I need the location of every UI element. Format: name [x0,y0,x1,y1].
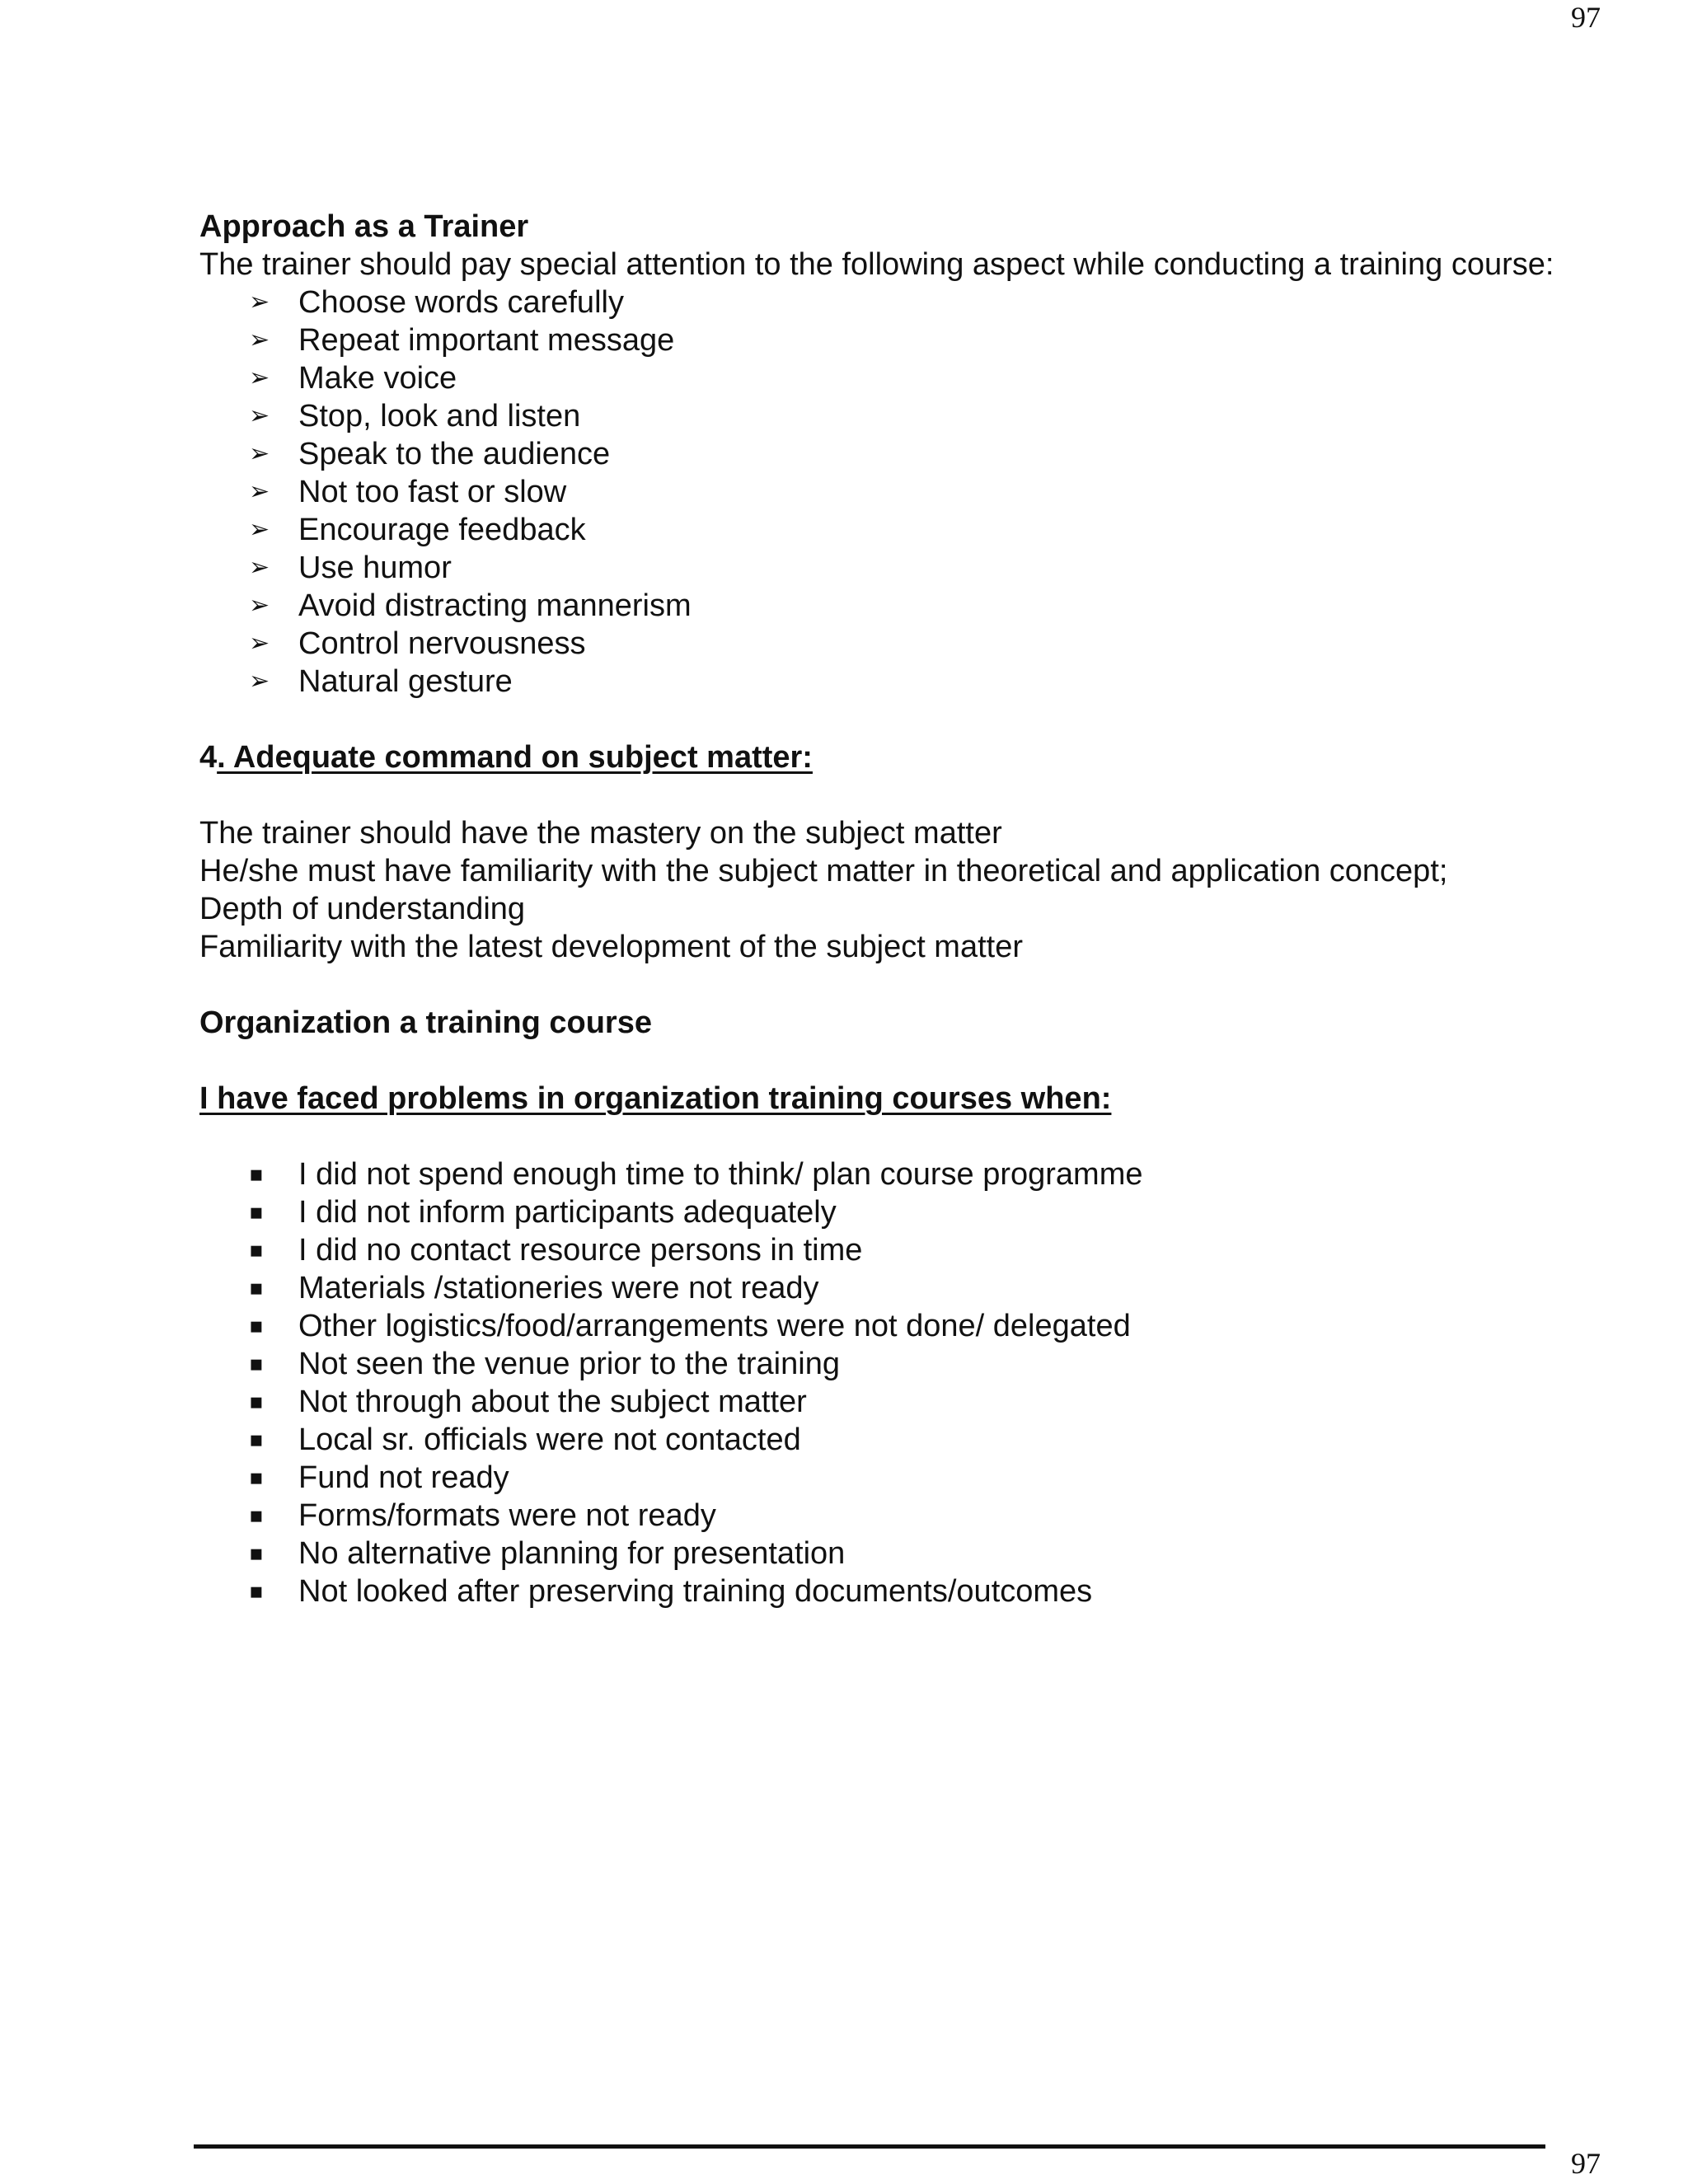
square-bullet-icon: ▪ [249,1503,264,1528]
arrow-bullet-icon: ➢ [249,401,270,430]
list-item: ➢ Not too fast or slow [249,475,567,509]
approach-list [199,284,1584,701]
square-bullet-icon: ▪ [249,1465,264,1490]
command-line: The trainer should have the mastery on the subject matter [199,816,1002,851]
square-bullet-icon: ▪ [249,1162,264,1187]
list-item: ➢ Avoid distracting mannerism [249,588,692,623]
list-item: ▪ No alternative planning for presentation [249,1536,846,1571]
square-bullet-icon: ▪ [249,1314,264,1338]
document-body [199,208,1584,1610]
section-heading-command [199,738,1584,776]
list-item: ➢ Make voice [249,361,457,396]
section-heading-command-text: . Adequate command on subject matter: [217,740,813,775]
list-item: ➢ Use humor [249,551,452,585]
arrow-bullet-icon: ➢ [249,629,270,658]
arrow-bullet-icon: ➢ [249,667,270,696]
command-line: He/she must have familiarity with the subject matter in theoretical and application concept; [199,854,1448,888]
list-item: ▪ I did no contact resource persons in time [249,1233,863,1268]
arrow-bullet-icon: ➢ [249,439,270,468]
arrow-bullet-icon: ➢ [249,363,270,392]
square-bullet-icon: ▪ [249,1276,264,1301]
square-bullet-icon: ▪ [249,1238,264,1263]
arrow-bullet-icon: ➢ [249,477,270,506]
list-item: ▪ Fund not ready [249,1460,509,1495]
list-item: ➢ Control nervousness [249,626,586,661]
section-subheading-problems: I have faced problems in organization training courses when: [199,1081,1112,1116]
arrow-bullet-icon: ➢ [249,288,270,316]
footer-divider [194,2144,1545,2149]
page-number-top: 97 [1571,1,1601,34]
list-item: ▪ Not seen the venue prior to the training [249,1347,840,1381]
list-item: ▪ Materials /stationeries were not ready [249,1271,819,1305]
list-item: ▪ I did not spend enough time to think/ plan course programme [249,1157,1143,1192]
problems-list [199,1155,1584,1610]
list-item: ➢ Stop, look and listen [249,399,581,434]
section-heading-approach: Approach as a Trainer [199,209,529,244]
command-line: Depth of understanding [199,892,526,926]
arrow-bullet-icon: ➢ [249,515,270,544]
arrow-bullet-icon: ➢ [249,591,270,620]
command-line: Familiarity with the latest development of the subject matter [199,930,1024,964]
arrow-bullet-icon: ➢ [249,553,270,582]
list-item: ▪ Not through about the subject matter [249,1385,807,1419]
square-bullet-icon: ▪ [249,1200,264,1225]
list-item: ➢ Speak to the audience [249,437,611,471]
square-bullet-icon: ▪ [249,1352,264,1376]
square-bullet-icon: ▪ [249,1541,264,1566]
list-item: ▪ Other logistics/food/arrangements were not done/ delegated [249,1309,1131,1343]
list-item: ➢ Encourage feedback [249,513,586,547]
list-item: ▪ Not looked after preserving training documents/outcomes [249,1574,1093,1609]
list-item: ▪ Local sr. officials were not contacted [249,1422,801,1457]
list-item: ➢ Choose words carefully [249,285,624,320]
square-bullet-icon: ▪ [249,1579,264,1604]
list-item: ➢ Repeat important message [249,323,675,358]
square-bullet-icon: ▪ [249,1390,264,1414]
section-heading-organization: Organization a training course [199,1005,652,1040]
section-heading-number: 4 [199,740,218,775]
list-item: ➢ Natural gesture [249,664,513,699]
list-item: ▪ Forms/formats were not ready [249,1498,716,1533]
page-number-bottom: 97 [1571,2147,1601,2180]
section-intro-paragraph: The trainer should pay special attention to the following aspect while conducting a training course: [199,247,1554,282]
arrow-bullet-icon: ➢ [249,326,270,354]
square-bullet-icon: ▪ [249,1427,264,1452]
list-item: ▪ I did not inform participants adequately [249,1195,837,1230]
